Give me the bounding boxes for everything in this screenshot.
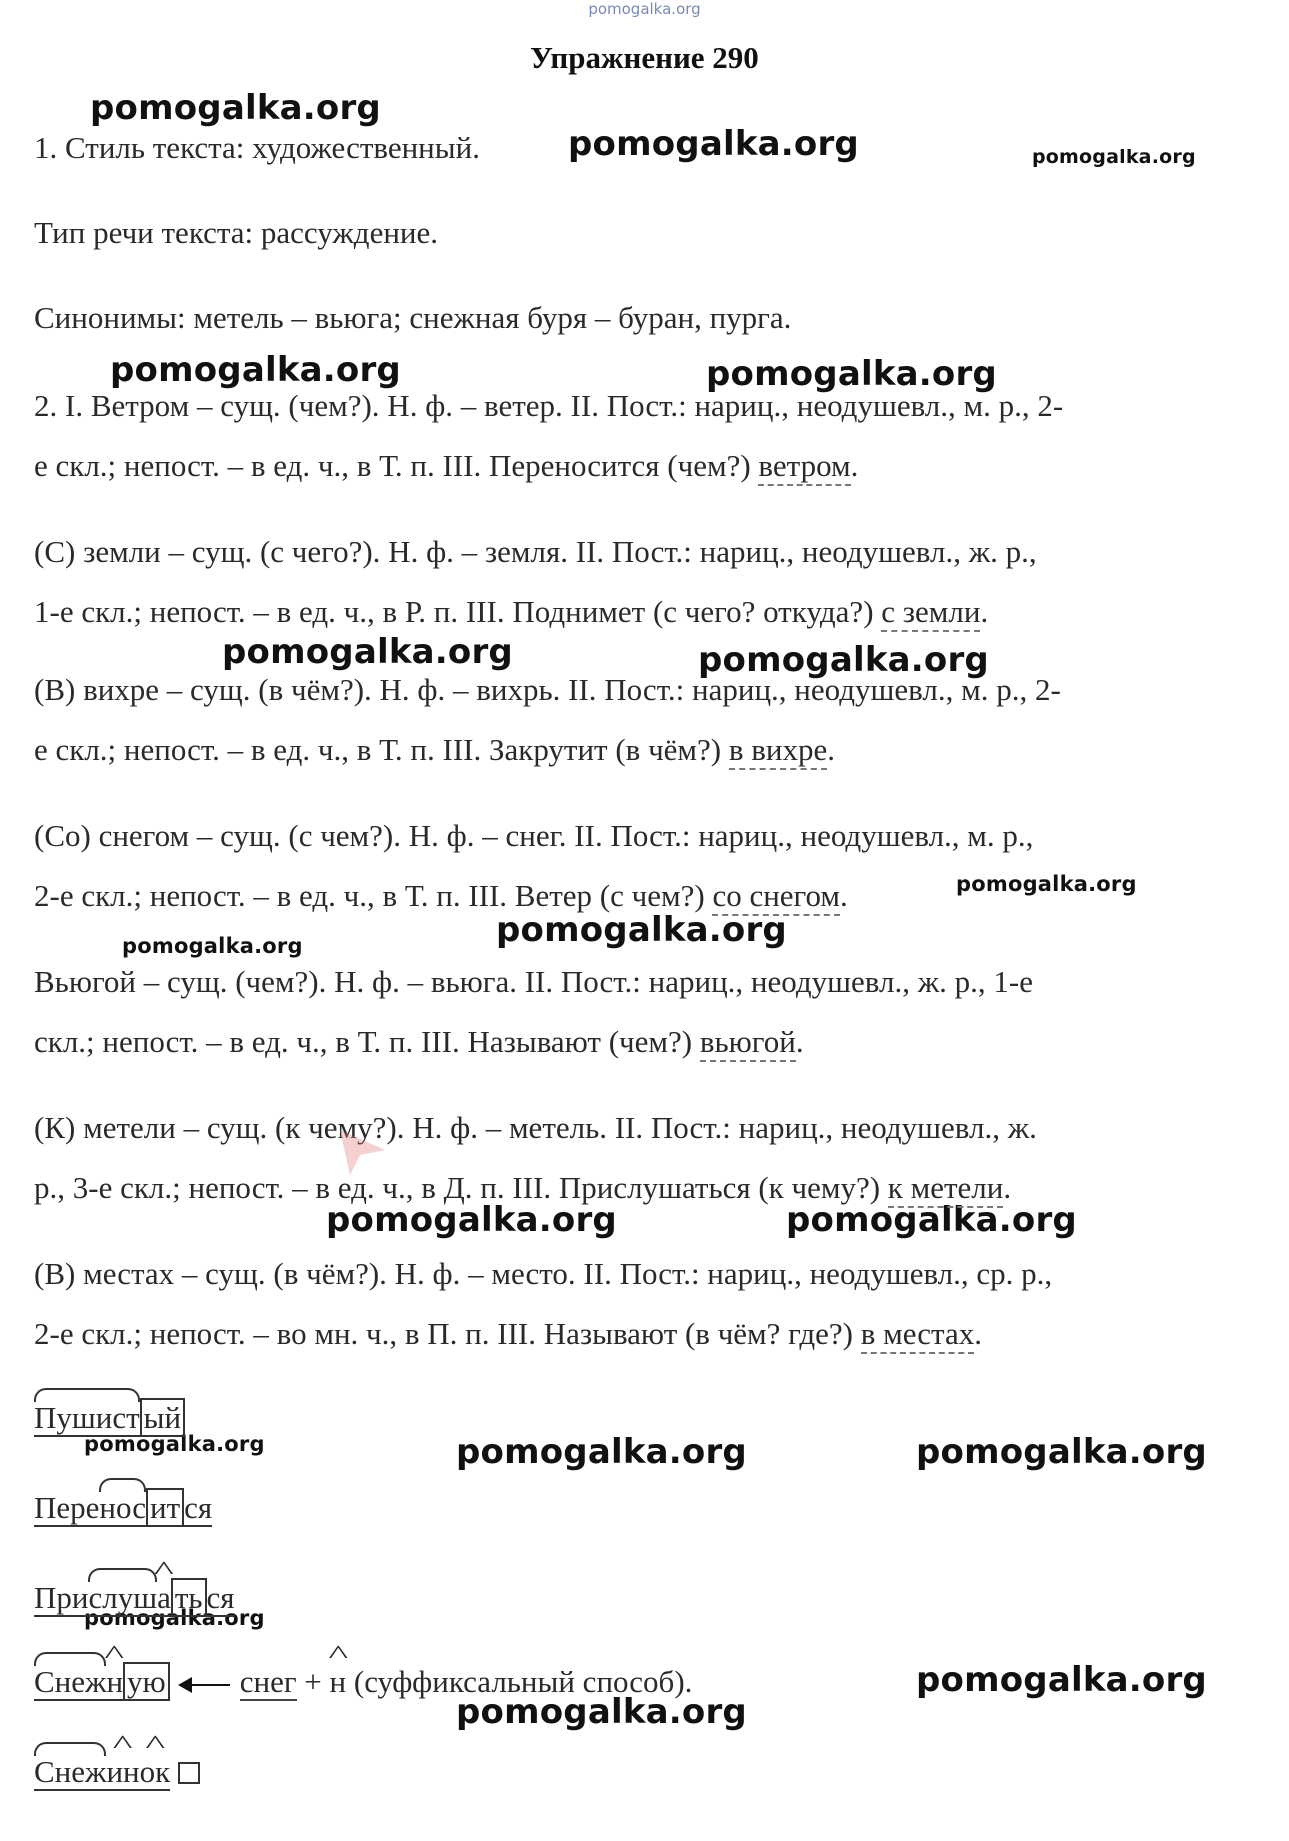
morpheme-word-perenositsya: [34, 1490, 212, 1526]
root-mark: Пушист: [34, 1400, 140, 1435]
speech-type-line: Тип речи текста: рассуждение.: [34, 215, 439, 250]
paragraph-line: 2. I. Ветром – сущ. (чем?). Н. ф. – ветер. II. Пост.: нариц., неодушевл., м. р., 2-: [34, 388, 1064, 423]
zero-ending-box: [178, 1762, 200, 1784]
watermark: pomogalka.org: [1032, 146, 1196, 168]
underlined-word: со снегом: [712, 878, 840, 916]
watermark: pomogalka.org: [90, 88, 381, 128]
watermark: pomogalka.org: [698, 640, 989, 680]
ending-box: ть: [171, 1578, 207, 1617]
suffix-mark: ^ ок: [140, 1754, 171, 1790]
paragraph-line: (К) метели – сущ. (к чему?). Н. ф. – метель. II. Пост.: нариц., неодушевл., ж.: [34, 1110, 1037, 1145]
arrow-left-icon: [180, 1684, 230, 1686]
watermark: pomogalka.org: [786, 1200, 1077, 1240]
paragraph-line: скл.; непост. – в ед. ч., в Т. п. III. Называют (чем?) вьюгой.: [34, 1024, 804, 1060]
watermark: pomogalka.org: [956, 872, 1137, 896]
underlined-word: ветром: [758, 448, 850, 486]
paragraph-line: (С) земли – сущ. (с чего?). Н. ф. – земля. II. Пост.: нариц., неодушевл., ж. р.,: [34, 534, 1037, 569]
root-mark: Снеж: [34, 1754, 107, 1789]
underlined-word: вьюгой: [700, 1024, 796, 1062]
morpheme-word-pushistyy: [34, 1400, 185, 1436]
morpheme-word-snezhnuyu: [34, 1664, 692, 1700]
top-site-link[interactable]: pomogalka.org: [588, 0, 701, 18]
paragraph-line: (В) местах – сущ. (в чём?). Н. ф. – место. II. Пост.: нариц., неодушевл., ср. р.,: [34, 1256, 1053, 1291]
prefix-mark: При: [34, 1580, 89, 1615]
suffix-mark: ^ ин: [106, 1754, 139, 1790]
suffix-mark: ^ н: [106, 1664, 123, 1700]
suffix-mark: ^ н: [330, 1664, 347, 1700]
suffix-mark: ^ а: [157, 1580, 171, 1616]
root-mark: Снеж: [34, 1664, 107, 1699]
stamp-mark-icon: [330, 1120, 390, 1180]
ending-box: ит: [146, 1488, 184, 1527]
formation-note: (суффиксальный способ).: [346, 1664, 693, 1699]
postfix-mark: ся: [206, 1580, 235, 1615]
underlined-word: с земли: [881, 594, 980, 632]
page-title: Упражнение 290: [530, 40, 759, 75]
watermark: pomogalka.org: [326, 1200, 617, 1240]
paragraph-line: 2-е скл.; непост. – во мн. ч., в П. п. III. Называют (в чём? где?) в местах.: [34, 1316, 982, 1352]
paragraph-line: е скл.; непост. – в ед. ч., в Т. п. III. Переносится (чем?) ветром.: [34, 448, 858, 484]
morpheme-word-snezhinok: [34, 1754, 200, 1790]
watermark: pomogalka.org: [496, 910, 787, 950]
watermark: pomogalka.org: [110, 350, 401, 390]
watermark: pomogalka.org: [84, 1606, 265, 1630]
watermark: pomogalka.org: [222, 632, 513, 672]
paragraph-line: е скл.; непост. – в ед. ч., в Т. п. III. Закрутит (в чём?) в вихре.: [34, 732, 835, 768]
synonyms-line: Синонимы: метель – вьюга; снежная буря – буран, пурга.: [34, 300, 792, 335]
paragraph-line: (Со) снегом – сущ. (с чем?). Н. ф. – снег. II. Пост.: нариц., неодушевл., м. р.,: [34, 818, 1034, 853]
source-word: снег: [239, 1664, 297, 1699]
postfix-mark: ся: [184, 1490, 213, 1525]
watermark: pomogalka.org: [916, 1432, 1207, 1472]
watermark: pomogalka.org: [916, 1660, 1207, 1700]
text-style-line: 1. Стиль текста: художественный.: [34, 130, 480, 165]
watermark: pomogalka.org: [706, 354, 997, 394]
ending-box: ый: [140, 1398, 185, 1437]
underlined-word: к метели: [888, 1170, 1004, 1208]
paragraph-line: Вьюгой – сущ. (чем?). Н. ф. – вьюга. II. Пост.: нариц., неодушевл., ж. р., 1-е: [34, 964, 1033, 999]
paragraph-line: 1-е скл.; непост. – в ед. ч., в Р. п. III. Поднимет (с чего? откуда?) с земли.: [34, 594, 988, 630]
root-mark: нос: [99, 1490, 147, 1525]
morpheme-word-prislushatsya: [34, 1580, 235, 1616]
underlined-word: в местах: [861, 1316, 974, 1354]
prefix-mark: Пере: [34, 1490, 100, 1525]
plus-sign: +: [296, 1664, 330, 1699]
watermark: pomogalka.org: [84, 1432, 265, 1456]
watermark: pomogalka.org: [122, 934, 303, 958]
watermark: pomogalka.org: [456, 1432, 747, 1472]
root-mark: слуш: [88, 1580, 158, 1615]
watermark: pomogalka.org: [456, 1692, 747, 1732]
paragraph-line: (В) вихре – сущ. (в чём?). Н. ф. – вихрь. II. Пост.: нариц., неодушевл., м. р., 2-: [34, 672, 1061, 707]
paragraph-line: р., 3-е скл.; непост. – в ед. ч., в Д. п. III. Прислушаться (к чему?) к метели.: [34, 1170, 1011, 1206]
watermark: pomogalka.org: [568, 124, 859, 164]
ending-box: ую: [123, 1662, 170, 1701]
underlined-word: в вихре: [729, 732, 827, 770]
paragraph-line: 2-е скл.; непост. – в ед. ч., в Т. п. III. Ветер (с чем?) со снегом.: [34, 878, 848, 914]
